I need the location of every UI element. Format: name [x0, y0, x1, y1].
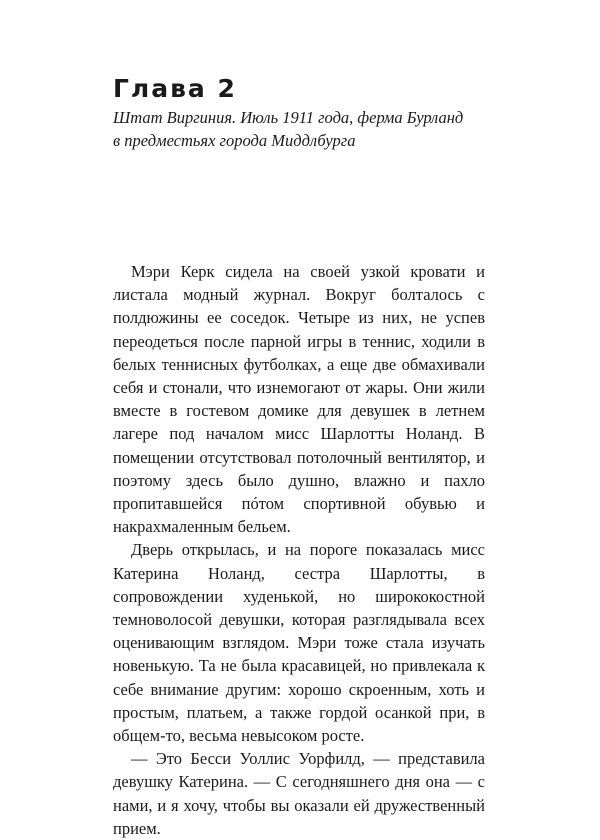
paragraph: Дверь открылась, и на пороге показалась мисс Катерина Ноланд, сестра Шарлотты, в сопровождении худенькой, но ширококостной темноволосой девушки, которая разглядывала всех оценивающим взглядом. Мэри тоже стала изучать новенькую. Та не была красавицей, но привлекала к себе внимание другим: хорошо скроенным, хоть и простым, платьем, а также гордой осанкой при, в общем-то, весьма невысоком росте.	[113, 540, 485, 746]
paragraph: Мэри Керк сидела на своей узкой кровати и листала модный журнал. Вокруг болталось с полдюжины ее соседок. Четыре из них, не успев переодеться после парной игры в теннис, ходили в белых теннисных футболках, а еще две обмахивали себя и стонали, что изнемогают от жары. Они жили вместе в гостевом домике для девушек в летнем лагере под началом мисс Шарлотты Ноланд. В помещении отсутствовал потолочный вентилятор, и поэтому здесь было душно, влажно и пахло пропитавшейся пóтом спортивной обувью и накрахмаленным бельем.	[113, 262, 485, 537]
chapter-title: Глава 2	[113, 74, 237, 103]
subtitle-line: в предместьях города Миддлбурга	[113, 131, 356, 150]
chapter-subtitle	[113, 106, 493, 152]
paragraph: — Это Бесси Уоллис Уорфилд, — представила девушку Катерина. — С сегодняшнего дня она — с нами, и я хочу, чтобы вы оказали ей дружественный прием.	[113, 749, 485, 838]
chapter-body	[113, 260, 485, 840]
subtitle-line: Штат Виргиния. Июль 1911 года, ферма Бурланд	[113, 108, 464, 127]
